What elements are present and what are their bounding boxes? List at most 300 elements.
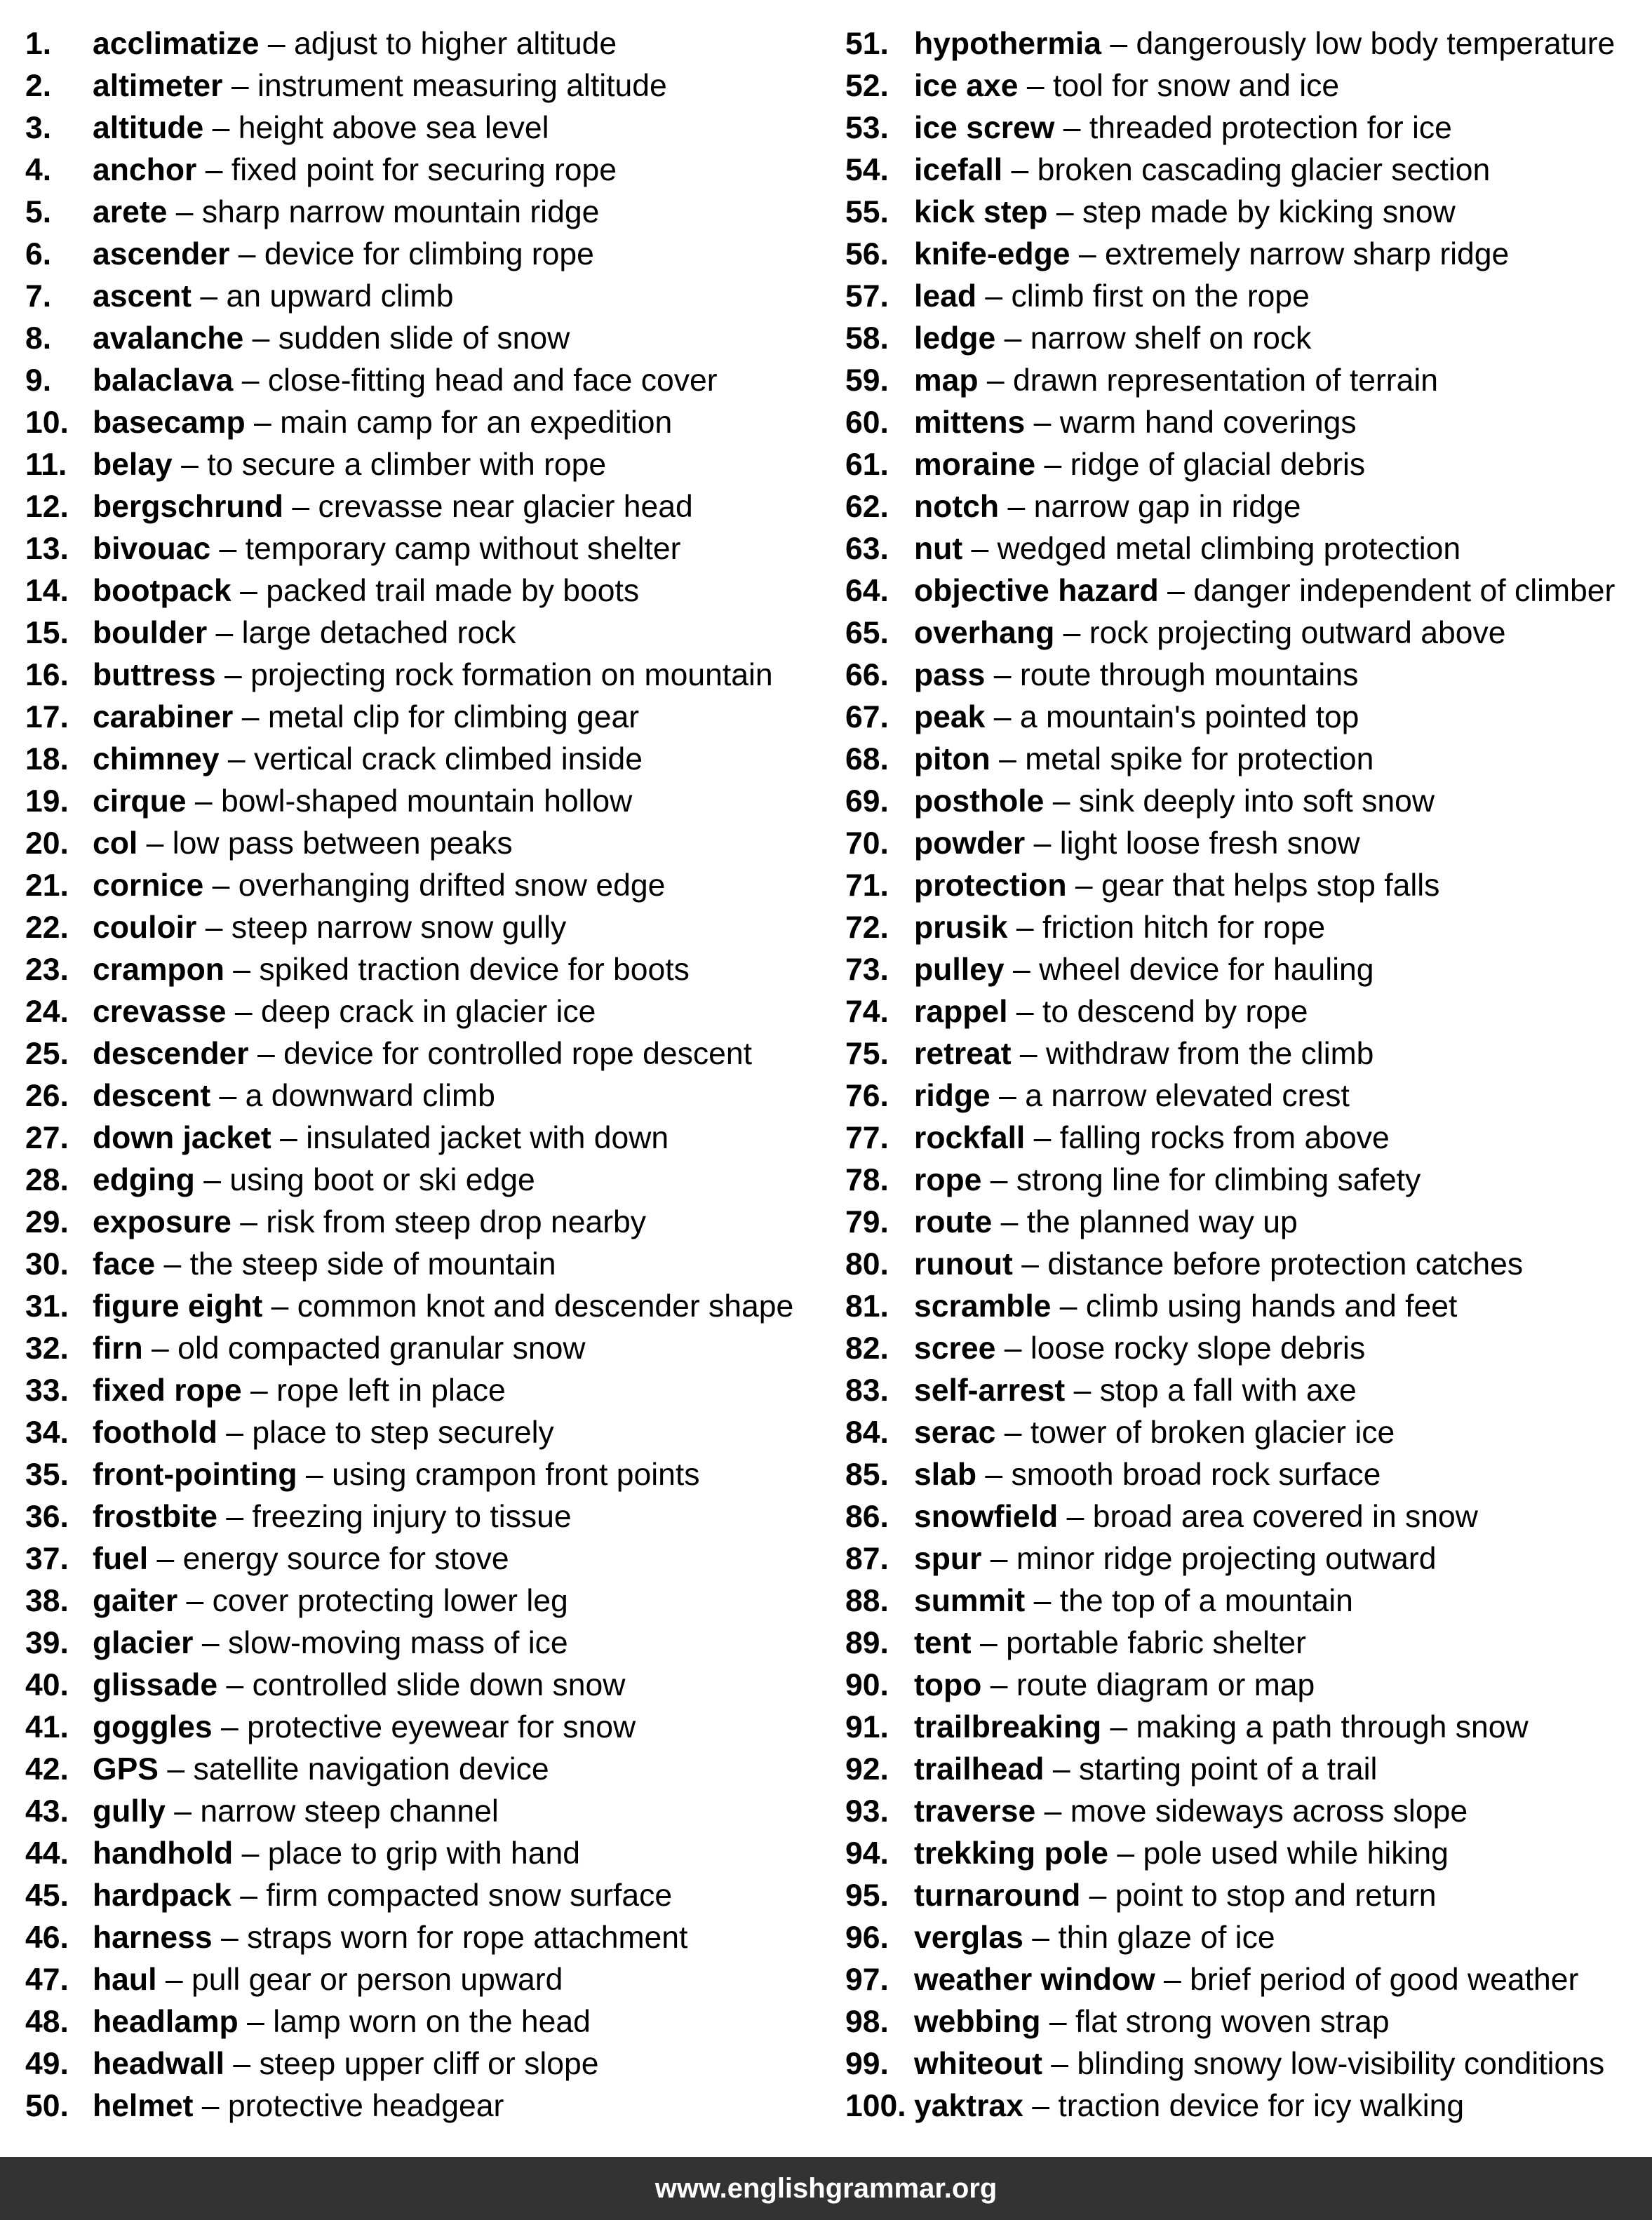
entry-definition: sharp narrow mountain ridge: [201, 195, 600, 229]
vocabulary-entry: [25, 1580, 825, 1622]
entry-definition: starting point of a trail: [1078, 1752, 1378, 1787]
entry-separator: –: [231, 574, 267, 608]
entry-separator: –: [1025, 405, 1060, 440]
entry-separator: –: [158, 1752, 194, 1787]
entry-number: 4.: [25, 153, 52, 187]
entry-text: [93, 2043, 598, 2085]
vocabulary-entry: [845, 1707, 1652, 1749]
entry-separator: –: [1004, 953, 1040, 987]
entry-number: 86.: [845, 1500, 889, 1534]
entry-definition: stop a fall with axe: [1099, 1373, 1357, 1408]
entry-term: altimeter: [93, 69, 223, 103]
entry-definition: dangerously low body temperature: [1136, 27, 1616, 61]
entry-definition: narrow steep channel: [200, 1794, 499, 1829]
entry-definition: point to stop and return: [1115, 1878, 1437, 1913]
entry-separator: –: [231, 1878, 267, 1913]
entry-definition: place to grip with hand: [267, 1836, 580, 1871]
entry-term: ridge: [914, 1079, 990, 1113]
entry-separator: –: [990, 742, 1026, 776]
vocabulary-entry: [845, 612, 1652, 654]
entry-separator: –: [1018, 69, 1053, 103]
entry-number: 65.: [845, 616, 889, 650]
entry-term: tent: [914, 1626, 972, 1660]
entry-number: 10.: [25, 405, 69, 440]
entry-separator: –: [981, 1163, 1016, 1197]
entry-text: [914, 739, 1374, 781]
entry-separator: –: [1065, 1373, 1100, 1408]
entry-definition: large detached rock: [241, 616, 516, 650]
entry-term: knife-edge: [914, 237, 1070, 271]
vocabulary-entry: [845, 1622, 1652, 1664]
entry-number: 2.: [25, 69, 52, 103]
entry-separator: –: [1044, 784, 1079, 819]
entry-text: [93, 1538, 509, 1580]
entry-definition: energy source for stove: [182, 1542, 509, 1576]
entry-text: [914, 1496, 1478, 1538]
entry-separator: –: [981, 1668, 1016, 1702]
entry-separator: –: [1051, 1289, 1086, 1324]
entry-number: 5.: [25, 195, 52, 229]
entry-number: 39.: [25, 1626, 69, 1660]
vocabulary-entry: [25, 1622, 825, 1664]
entry-number: 76.: [845, 1079, 889, 1113]
entry-definition: low pass between peaks: [172, 826, 513, 861]
entry-number: 43.: [25, 1794, 69, 1829]
vocabulary-entry: [845, 2085, 1652, 2127]
entry-number: 14.: [25, 574, 69, 608]
entry-separator: –: [297, 1458, 333, 1492]
entry-term: altitude: [93, 111, 204, 145]
footer-website: www.englishgrammar.org: [654, 2172, 998, 2204]
entry-separator: –: [1044, 1752, 1079, 1787]
entry-definition: making a path through snow: [1136, 1710, 1529, 1744]
entry-definition: climb using hands and feet: [1085, 1289, 1458, 1324]
vocabulary-entry: [845, 1033, 1652, 1075]
entry-number: 60.: [845, 405, 889, 440]
entry-term: haul: [93, 1963, 157, 1997]
entry-text: [93, 1622, 568, 1664]
entry-term: frostbite: [93, 1500, 217, 1534]
entry-term: pass: [914, 658, 986, 692]
entry-number: 81.: [845, 1289, 889, 1324]
entry-term: crevasse: [93, 995, 227, 1029]
entry-number: 63.: [845, 532, 889, 566]
entry-separator: –: [212, 1710, 248, 1744]
vocabulary-entry: [845, 234, 1652, 276]
entry-number: 9.: [25, 363, 52, 398]
entry-term: anchor: [93, 153, 197, 187]
entry-number: 24.: [25, 995, 69, 1029]
vocabulary-entry: [845, 1833, 1652, 1875]
entry-term: scree: [914, 1331, 996, 1366]
entry-separator: –: [215, 658, 251, 692]
vocabulary-entry: [845, 2001, 1652, 2043]
entry-term: runout: [914, 1247, 1013, 1281]
entry-term: headwall: [93, 2047, 224, 2081]
entry-number: 28.: [25, 1163, 69, 1197]
entry-number: 44.: [25, 1836, 69, 1871]
vocabulary-entry: [25, 781, 825, 823]
vocabulary-entry: [845, 1538, 1652, 1580]
entry-number: 100.: [845, 2089, 906, 2123]
entry-definition: climb first on the rope: [1011, 279, 1310, 314]
entry-text: [914, 2085, 1464, 2127]
vocabulary-entry: [845, 1454, 1652, 1496]
entry-definition: main camp for an expedition: [280, 405, 673, 440]
entry-number: 89.: [845, 1626, 889, 1660]
entry-text: [93, 1959, 563, 2001]
entry-definition: portable fabric shelter: [1006, 1626, 1306, 1660]
entry-number: 29.: [25, 1205, 69, 1239]
vocabulary-entry: [25, 1833, 825, 1875]
entry-number: 56.: [845, 237, 889, 271]
entry-separator: –: [1070, 237, 1106, 271]
entry-definition: narrow gap in ridge: [1033, 490, 1301, 524]
entry-separator: –: [217, 1415, 253, 1450]
entry-text: [93, 1496, 572, 1538]
vocabulary-entry: [845, 1159, 1652, 1202]
entry-number: 33.: [25, 1373, 69, 1408]
entry-term: rockfall: [914, 1121, 1026, 1155]
entry-text: [914, 991, 1308, 1033]
entry-definition: tool for snow and ice: [1052, 69, 1340, 103]
entry-definition: place to step securely: [252, 1415, 554, 1450]
entry-text: [914, 865, 1439, 907]
entry-definition: bowl-shaped mountain hollow: [221, 784, 633, 819]
entry-term: ice axe: [914, 69, 1019, 103]
entry-term: summit: [914, 1584, 1026, 1618]
vocabulary-entry: [25, 276, 825, 318]
entry-term: fixed rope: [93, 1373, 242, 1408]
vocabulary-entry: [845, 1496, 1652, 1538]
entry-term: webbing: [914, 2005, 1041, 2039]
entry-separator: –: [985, 700, 1020, 734]
entry-text: [914, 1622, 1306, 1664]
entry-separator: –: [1007, 910, 1043, 945]
entry-text: [914, 1328, 1365, 1370]
vocabulary-entry: [25, 1538, 825, 1580]
entry-text: [93, 1244, 556, 1286]
entry-definition: adjust to higher altitude: [293, 27, 617, 61]
entry-term: fuel: [93, 1542, 149, 1576]
entry-text: [93, 318, 570, 360]
entry-separator: –: [995, 321, 1030, 356]
entry-number: 42.: [25, 1752, 69, 1787]
entry-separator: –: [1054, 616, 1089, 650]
vocabulary-entry: [845, 107, 1652, 149]
entry-definition: threaded protection for ice: [1089, 111, 1452, 145]
vocabulary-entry: [845, 23, 1652, 65]
entry-definition: wheel device for hauling: [1039, 953, 1374, 987]
entry-term: piton: [914, 742, 990, 776]
entry-term: slab: [914, 1458, 977, 1492]
entry-term: glacier: [93, 1626, 194, 1660]
entry-separator: –: [1011, 1037, 1047, 1071]
entry-number: 79.: [845, 1205, 889, 1239]
entry-definition: move sideways across slope: [1070, 1794, 1468, 1829]
vocabulary-entry: [25, 1791, 825, 1833]
vocabulary-entry: [845, 318, 1652, 360]
entry-text: [914, 23, 1615, 65]
entry-term: gaiter: [93, 1584, 178, 1618]
entry-definition: common knot and descender shape: [297, 1289, 794, 1324]
entry-separator: –: [203, 111, 239, 145]
entry-text: [93, 107, 549, 149]
vocabulary-entry: [25, 823, 825, 865]
entry-separator: –: [1012, 1247, 1048, 1281]
entry-number: 58.: [845, 321, 889, 356]
entry-definition: drawn representation of terrain: [1012, 363, 1439, 398]
entry-definition: distance before protection catches: [1047, 1247, 1524, 1281]
entry-number: 3.: [25, 111, 52, 145]
entry-term: hypothermia: [914, 27, 1102, 61]
entry-separator: –: [971, 1626, 1007, 1660]
entry-separator: –: [245, 405, 281, 440]
vocabulary-entry: [845, 1328, 1652, 1370]
entry-definition: minor ridge projecting outward: [1016, 1542, 1437, 1576]
entry-term: spur: [914, 1542, 982, 1576]
entry-term: avalanche: [93, 321, 244, 356]
entry-term: cirque: [93, 784, 187, 819]
entry-separator: –: [167, 195, 202, 229]
vocabulary-entry: [25, 444, 825, 486]
entry-term: ledge: [914, 321, 996, 356]
vocabulary-entry: [845, 149, 1652, 191]
entry-term: harness: [93, 1920, 213, 1955]
entry-definition: tower of broken glacier ice: [1030, 1415, 1395, 1450]
vocabulary-entry: [845, 360, 1652, 402]
entry-definition: projecting rock formation on mountain: [250, 658, 773, 692]
entry-number: 84.: [845, 1415, 889, 1450]
vocabulary-entry: [845, 1917, 1652, 1959]
entry-term: descent: [93, 1079, 211, 1113]
entry-number: 23.: [25, 953, 69, 987]
entry-number: 21.: [25, 868, 69, 903]
entry-number: 55.: [845, 195, 889, 229]
entry-separator: –: [1025, 1584, 1060, 1618]
entry-term: gully: [93, 1794, 166, 1829]
vocabulary-entry: [25, 1412, 825, 1454]
entry-text: [93, 612, 516, 654]
entry-term: protection: [914, 868, 1067, 903]
entry-term: weather window: [914, 1963, 1155, 1997]
vocabulary-entry: [845, 1286, 1652, 1328]
entry-number: 16.: [25, 658, 69, 692]
entry-definition: instrument measuring altitude: [257, 69, 667, 103]
entry-definition: vertical crack climbed inside: [254, 742, 643, 776]
entry-number: 51.: [845, 27, 889, 61]
entry-separator: –: [226, 995, 262, 1029]
entry-term: lead: [914, 279, 977, 314]
entry-term: serac: [914, 1415, 996, 1450]
entry-definition: metal spike for protection: [1025, 742, 1374, 776]
entry-definition: protective headgear: [227, 2089, 504, 2123]
entry-definition: ridge of glacial debris: [1070, 448, 1366, 482]
entry-number: 96.: [845, 1920, 889, 1955]
entry-term: topo: [914, 1668, 982, 1702]
entry-text: [914, 1286, 1457, 1328]
entry-separator: –: [217, 1500, 253, 1534]
entry-number: 73.: [845, 953, 889, 987]
entry-text: [914, 781, 1435, 823]
entry-separator: –: [172, 448, 208, 482]
entry-definition: loose rocky slope debris: [1030, 1331, 1366, 1366]
entry-term: rope: [914, 1163, 982, 1197]
entry-definition: controlled slide down snow: [252, 1668, 626, 1702]
vocabulary-entry: [845, 2043, 1652, 2085]
entry-term: foothold: [93, 1415, 217, 1450]
entry-definition: using crampon front points: [332, 1458, 700, 1492]
entry-definition: strong line for climbing safety: [1016, 1163, 1421, 1197]
entry-text: [914, 1244, 1523, 1286]
entry-separator: –: [981, 1542, 1016, 1576]
vocabulary-entry: [25, 1117, 825, 1159]
entry-term: bootpack: [93, 574, 231, 608]
entry-text: [93, 65, 667, 107]
entry-separator: –: [1066, 868, 1102, 903]
entry-definition: a narrow elevated crest: [1025, 1079, 1350, 1113]
entry-text: [93, 1791, 499, 1833]
entry-term: descender: [93, 1037, 249, 1071]
vocabulary-entry: [25, 1075, 825, 1117]
entry-term: turnaround: [914, 1878, 1081, 1913]
entry-text: [93, 865, 665, 907]
vocabulary-entry: [845, 276, 1652, 318]
entry-definition: satellite navigation device: [193, 1752, 549, 1787]
vocabulary-entry: [25, 991, 825, 1033]
entry-definition: gear that helps stop falls: [1101, 868, 1440, 903]
entry-text: [93, 1202, 646, 1244]
entry-text: [93, 1033, 752, 1075]
entry-term: basecamp: [93, 405, 246, 440]
entry-text: [914, 1791, 1468, 1833]
entry-term: retreat: [914, 1037, 1012, 1071]
entry-text: [93, 907, 566, 949]
entry-separator: –: [1047, 195, 1082, 229]
entry-definition: slow-moving mass of ice: [227, 1626, 568, 1660]
entry-text: [93, 2085, 504, 2127]
entry-number: 34.: [25, 1415, 69, 1450]
entry-separator: –: [1155, 1963, 1190, 1997]
vocabulary-entry: [845, 65, 1652, 107]
vocabulary-entry: [25, 949, 825, 991]
entry-term: goggles: [93, 1710, 213, 1744]
vocabulary-entry: [845, 1117, 1652, 1159]
entry-number: 80.: [845, 1247, 889, 1281]
vocabulary-entry: [25, 360, 825, 402]
entry-definition: freezing injury to tissue: [252, 1500, 572, 1534]
entry-definition: rope left in place: [276, 1373, 506, 1408]
entry-number: 48.: [25, 2005, 69, 2039]
vocabulary-entry: [25, 1917, 825, 1959]
vocabulary-entry: [25, 1496, 825, 1538]
footer-bar: [0, 2157, 1652, 2220]
entry-separator: –: [217, 1668, 253, 1702]
vocabulary-entry: [25, 1033, 825, 1075]
entry-definition: rock projecting outward above: [1089, 616, 1506, 650]
vocabulary-entry: [25, 23, 825, 65]
entry-text: [914, 1538, 1437, 1580]
entry-term: nut: [914, 532, 963, 566]
entry-separator: –: [1158, 574, 1194, 608]
entry-text: [914, 1033, 1374, 1075]
entry-definition: close-fitting head and face cover: [267, 363, 718, 398]
entry-number: 31.: [25, 1289, 69, 1324]
entry-number: 13.: [25, 532, 69, 566]
entry-definition: insulated jacket with down: [306, 1121, 669, 1155]
entry-term: objective hazard: [914, 574, 1159, 608]
vocabulary-entry: [25, 697, 825, 739]
entry-number: 97.: [845, 1963, 889, 1997]
vocabulary-entry: [25, 2001, 825, 2043]
entry-text: [914, 2043, 1604, 2085]
vocabulary-entry: [845, 739, 1652, 781]
entry-number: 53.: [845, 111, 889, 145]
entry-text: [914, 360, 1438, 402]
vocabulary-entry: [25, 318, 825, 360]
entry-separator: –: [156, 1963, 192, 1997]
entry-definition: crevasse near glacier head: [318, 490, 693, 524]
entry-number: 59.: [845, 363, 889, 398]
entry-text: [914, 444, 1365, 486]
vocabulary-entry: [845, 1791, 1652, 1833]
vocabulary-entry: [25, 570, 825, 612]
entry-definition: lamp worn on the head: [273, 2005, 591, 2039]
entry-definition: risk from steep drop nearby: [266, 1205, 647, 1239]
entry-text: [93, 360, 718, 402]
vocabulary-entry: [25, 1707, 825, 1749]
entry-term: glissade: [93, 1668, 218, 1702]
entry-term: scramble: [914, 1289, 1052, 1324]
vocabulary-entry: [845, 781, 1652, 823]
entry-term: yaktrax: [914, 2089, 1023, 2123]
vocabulary-entry: [25, 1959, 825, 2001]
entry-text: [93, 1370, 506, 1412]
entry-separator: –: [1035, 448, 1070, 482]
entry-text: [914, 1580, 1353, 1622]
entry-separator: –: [137, 826, 173, 861]
entry-text: [93, 191, 599, 234]
entry-term: crampon: [93, 953, 224, 987]
entry-term: arete: [93, 195, 168, 229]
entry-text: [914, 1202, 1298, 1244]
entry-number: 88.: [845, 1584, 889, 1618]
entry-number: 38.: [25, 1584, 69, 1618]
entry-text: [914, 823, 1360, 865]
entry-number: 22.: [25, 910, 69, 945]
entry-separator: –: [229, 237, 264, 271]
entry-number: 12.: [25, 490, 69, 524]
entry-term: helmet: [93, 2089, 194, 2123]
entry-separator: –: [177, 1584, 213, 1618]
entry-separator: –: [222, 69, 257, 103]
entry-separator: –: [210, 1079, 246, 1113]
entry-separator: –: [219, 742, 255, 776]
entry-number: 1.: [25, 27, 52, 61]
entry-text: [93, 444, 606, 486]
entry-separator: –: [1108, 1836, 1143, 1871]
entry-number: 87.: [845, 1542, 889, 1576]
entry-text: [93, 697, 639, 739]
entry-number: 25.: [25, 1037, 69, 1071]
entry-separator: –: [155, 1247, 190, 1281]
entry-number: 57.: [845, 279, 889, 314]
entry-definition: thin glaze of ice: [1058, 1920, 1275, 1955]
entry-number: 40.: [25, 1668, 69, 1702]
entry-number: 46.: [25, 1920, 69, 1955]
entry-term: overhang: [914, 616, 1055, 650]
entry-number: 30.: [25, 1247, 69, 1281]
